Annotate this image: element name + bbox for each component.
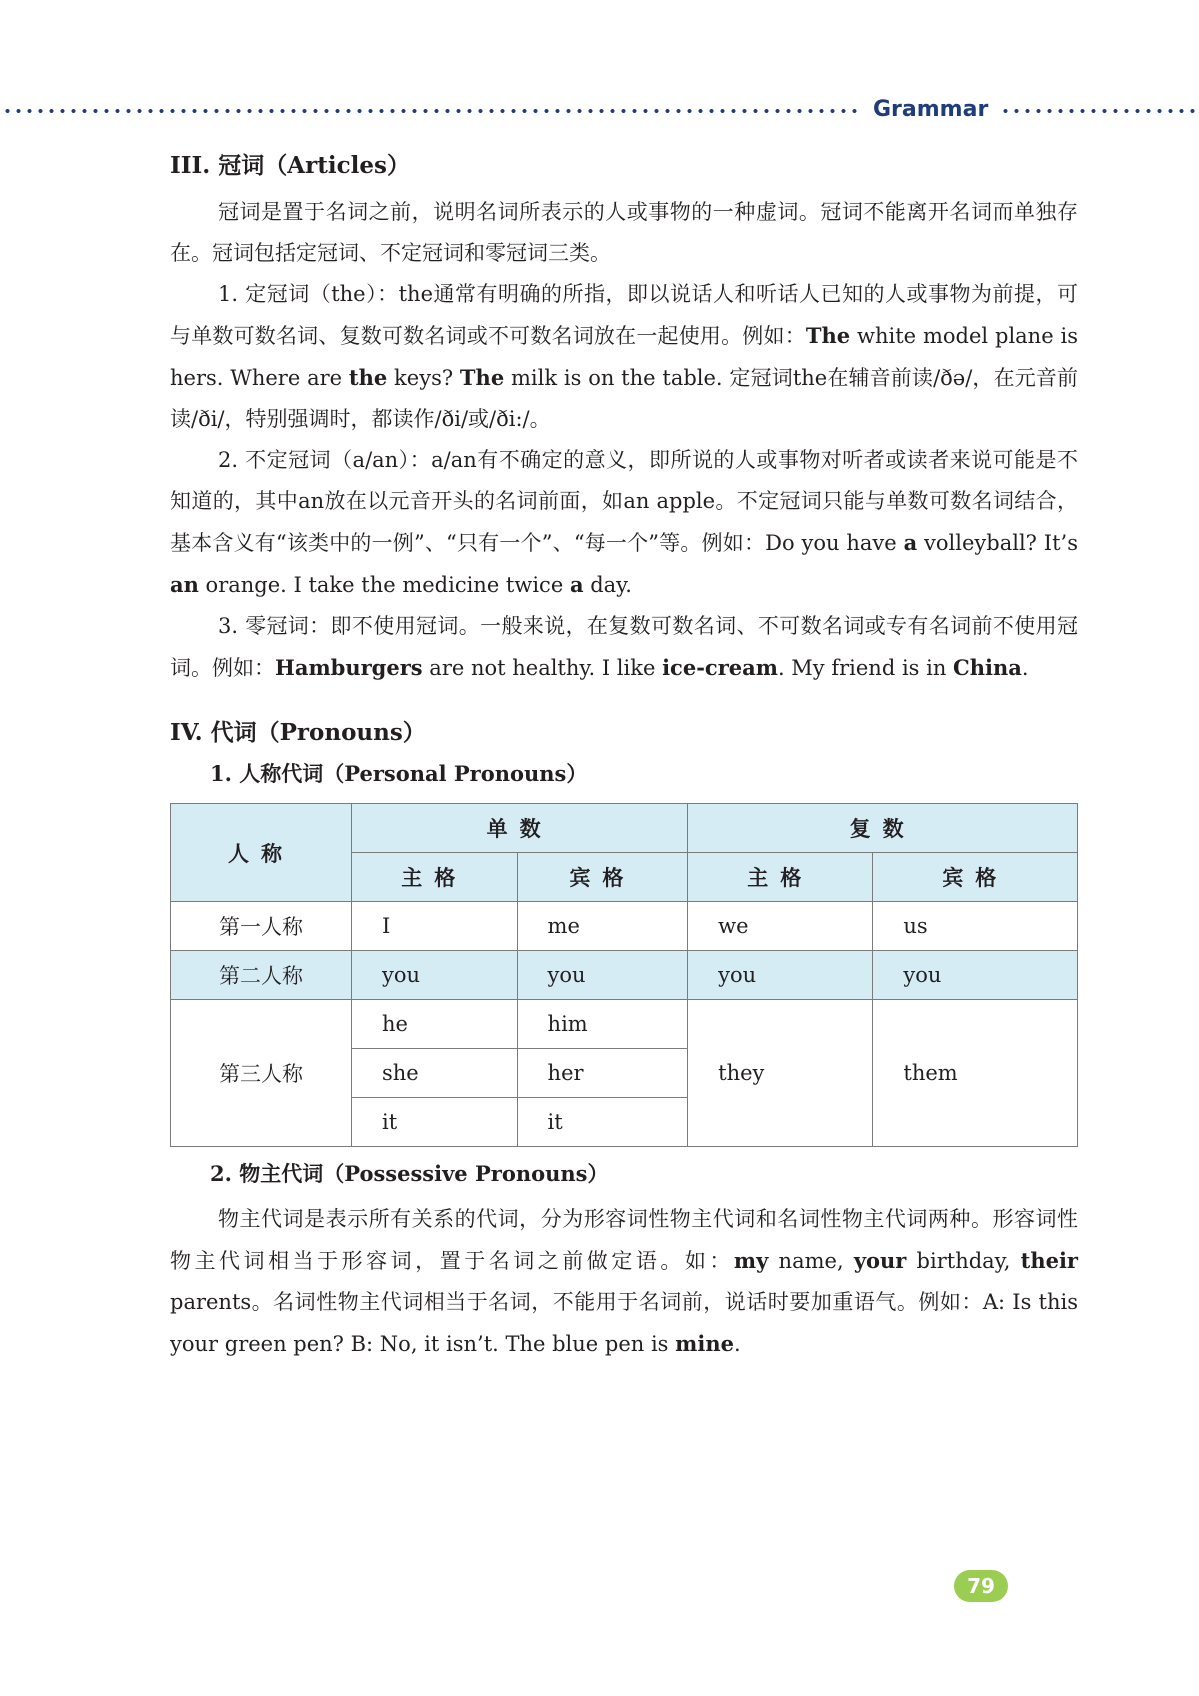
page-number: 79	[954, 1570, 1008, 1602]
articles-intro: 冠词是置于名词之前，说明名词所表示的人或事物的一种虚词。冠词不能离开名词而单独存在。冠词包括定冠词、不定冠词和零冠词三类。	[170, 200, 1078, 265]
singular-nominative-header: 主格	[352, 853, 518, 902]
definite-article-paragraph: 1. 定冠词（the）：the通常有明确的所指，即以说话人和听话人已知的人或事物为前提，可与单数可数名词、复数可数名词或不可数名词放在一起使用。例如：The white model plane is hers. Where are the keys? The milk is on the table. 定冠词the在辅音前读/ðə/，在元音前读/ði/，特别强调时，都读作/ði/或/ði:/。	[170, 282, 1078, 431]
personal-pronouns-heading: 1. 人称代词（Personal Pronouns）	[210, 761, 588, 786]
possessive-pronouns-heading: 2. 物主代词（Possessive Pronouns）	[210, 1161, 609, 1186]
person-header: 人称	[171, 804, 352, 902]
table-row: 第三人称 he him they them	[171, 1000, 1078, 1049]
possessive-pronouns-paragraph: 物主代词是表示所有关系的代词，分为形容词性物主代词和名词性物主代词两种。形容词性物主代词相当于形容词，置于名词之前做定语。如：my name, your birthday, their parents。名词性物主代词相当于名词，不能用于名词前，说话时要加重语气。例如：A: Is this your green pen? B: No, it isn’t. The blue pen is mine.	[170, 1207, 1078, 1356]
table-row: 第二人称 you you you you	[171, 951, 1078, 1000]
table-row: it it	[171, 1098, 1078, 1147]
articles-heading: III. 冠词（Articles）	[170, 152, 410, 179]
plural-objective-header: 宾格	[873, 853, 1078, 902]
table-row: 第一人称 I me we us	[171, 902, 1078, 951]
header-dots-right	[1000, 109, 1196, 113]
personal-pronouns-table	[170, 803, 1078, 1147]
section-name: Grammar	[873, 97, 989, 122]
indefinite-article-paragraph: 2. 不定冠词（a/an）：a/an有不确定的意义，即所说的人或事物对听者或读者来说可能是不知道的，其中an放在以元音开头的名词前面，如an apple。不定冠词只能与单数可数名词结合，基本含义有“该类中的一例”、“只有一个”、“每一个”等。例如：Do you have a volleyball? It’s an orange. I take the medicine twice a day.	[170, 448, 1078, 597]
plural-header: 复数	[688, 804, 1078, 853]
page-content	[170, 150, 1078, 1365]
page-header	[0, 92, 1199, 128]
pronouns-heading: IV. 代词（Pronouns）	[170, 719, 426, 746]
singular-objective-header: 宾格	[517, 853, 688, 902]
zero-article-paragraph: 3. 零冠词：即不使用冠词。一般来说，在复数可数名词、不可数名词或专有名词前不使用冠词。例如：Hamburgers are not healthy. I like ice-cream. My friend is in China.	[170, 614, 1078, 680]
singular-header: 单数	[352, 804, 688, 853]
header-dots-left	[2, 109, 862, 113]
table-row: she her	[171, 1049, 1078, 1098]
plural-nominative-header: 主格	[688, 853, 873, 902]
